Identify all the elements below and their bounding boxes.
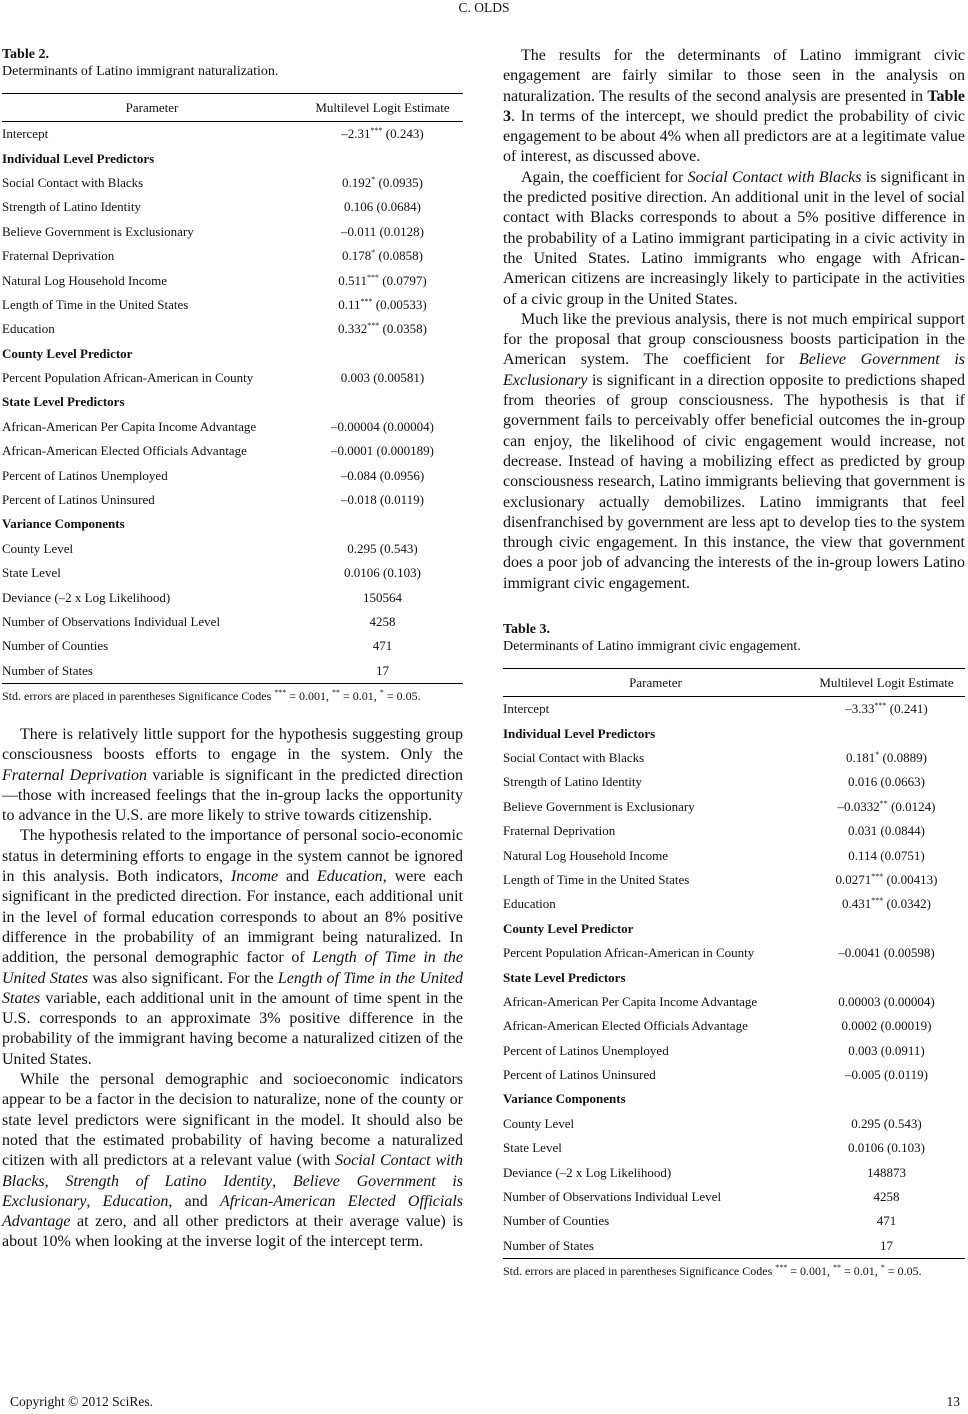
estimate-cell xyxy=(808,1209,965,1233)
parameter-label: State Level xyxy=(2,565,61,581)
note-text: = 0.05. xyxy=(884,1264,922,1278)
note-text: = 0.01, xyxy=(340,688,380,703)
table3-body xyxy=(503,697,965,1259)
table-row xyxy=(503,990,965,1014)
parameter-cell xyxy=(503,941,808,965)
parameter-label: Percent of Latinos Uninsured xyxy=(503,1067,656,1083)
standard-error: (0.00598) xyxy=(883,945,935,961)
parameter-cell xyxy=(503,843,808,867)
parameter-label: African-American Elected Officials Advantage xyxy=(2,443,247,459)
section-heading: Variance Components xyxy=(503,1091,626,1107)
estimate-cell xyxy=(302,171,463,195)
parameter-cell xyxy=(2,195,302,219)
parameter-label: African-American Elected Officials Advantage xyxy=(503,1018,748,1034)
table-row xyxy=(503,770,965,794)
table3 xyxy=(503,668,965,1259)
standard-error: (0.0124) xyxy=(891,798,936,814)
parameter-label: Percent Population African-American in County xyxy=(503,945,755,961)
table3-header-row xyxy=(503,669,965,697)
table-row xyxy=(503,1038,965,1062)
standard-error: (0.00533) xyxy=(375,296,427,312)
note-text: = 0.05. xyxy=(383,688,421,703)
table-row xyxy=(2,415,463,439)
parameter-label: Deviance (–2 x Log Likelihood) xyxy=(2,589,171,605)
parameter-cell xyxy=(503,1160,808,1184)
table-row xyxy=(503,868,965,892)
estimate-value: 0.0106 xyxy=(848,1140,884,1156)
parameter-label: Fraternal Deprivation xyxy=(2,248,115,264)
table-row xyxy=(2,317,463,341)
parameter-cell xyxy=(503,795,808,819)
section-heading: County Level Predictor xyxy=(2,345,133,361)
table-row xyxy=(2,488,463,512)
estimate-cell xyxy=(808,746,965,770)
estimate-cell xyxy=(302,610,463,634)
note-sig: ** xyxy=(833,1263,842,1272)
standard-error: (0.0844) xyxy=(880,823,925,839)
standard-error: (0.0935) xyxy=(378,174,423,190)
left-column xyxy=(2,46,463,1253)
table-row xyxy=(2,195,463,219)
estimate-value: 0.181 xyxy=(846,749,876,765)
section-row xyxy=(2,390,463,414)
parameter-cell xyxy=(2,317,302,341)
standard-error: (0.103) xyxy=(383,565,421,581)
parameter-cell xyxy=(503,1209,808,1233)
standard-error: (0.00004) xyxy=(383,418,434,434)
parameter-cell xyxy=(503,697,808,722)
estimate-cell xyxy=(302,268,463,292)
parameter-cell xyxy=(503,1063,808,1087)
table-row xyxy=(2,463,463,487)
table-row xyxy=(503,1112,965,1136)
table2-title: Table 2. xyxy=(2,47,49,62)
standard-error: (0.00413) xyxy=(886,871,938,887)
estimate-cell xyxy=(808,1185,965,1209)
parameter-label: State Level xyxy=(503,1140,562,1156)
estimate-cell xyxy=(808,892,965,916)
significance-marker: ** xyxy=(879,798,888,808)
estimate-cell xyxy=(302,195,463,219)
parameter-label: Believe Government is Exclusionary xyxy=(2,223,194,239)
significance-marker: *** xyxy=(367,321,380,331)
estimate-value: –3.33 xyxy=(845,701,875,717)
section-row xyxy=(2,512,463,536)
estimate-cell xyxy=(808,990,965,1014)
parameter-label: Number of States xyxy=(503,1237,594,1253)
paragraph: Again, the coefficient for Social Contact with Blacks is significant in the predicted positive direction. An additional unit in the level of social contact with Blacks corresponds to about a 5% positive difference in the probability of a Latino immigrant participating in a civic activity in the United States. Latino immigrants who engage with African-American citizens are increasingly likely to participate in the activities of a civic group in the United States. xyxy=(503,168,965,308)
standard-error: (0.00581) xyxy=(373,370,425,386)
estimate-cell xyxy=(808,1160,965,1184)
standard-error: (0.000189) xyxy=(376,443,434,459)
estimate-value: –0.0332 xyxy=(837,798,880,814)
table-row xyxy=(2,659,463,684)
table2-col-parameter: Parameter xyxy=(125,99,179,115)
section-heading: State Level Predictors xyxy=(503,969,626,985)
parameter-cell xyxy=(2,415,302,439)
section-row xyxy=(503,721,965,745)
section-heading: County Level Predictor xyxy=(503,920,634,936)
estimate-value: 0.11 xyxy=(338,296,361,312)
estimate-value: 4258 xyxy=(369,614,396,629)
table-row xyxy=(503,1185,965,1209)
parameter-cell xyxy=(503,990,808,1014)
parameter-cell xyxy=(503,868,808,892)
parameter-label: Fraternal Deprivation xyxy=(503,823,616,839)
table3-note xyxy=(503,1264,965,1279)
table-row xyxy=(2,366,463,390)
table-row xyxy=(2,537,463,561)
parameter-label: Social Contact with Blacks xyxy=(2,174,144,190)
parameter-label: County Level xyxy=(503,1115,575,1131)
estimate-value: 0.0271 xyxy=(835,871,872,887)
estimate-cell xyxy=(808,941,965,965)
estimate-cell xyxy=(808,1234,965,1259)
estimate-cell xyxy=(808,819,965,843)
parameter-cell xyxy=(503,1038,808,1062)
estimate-cell xyxy=(302,585,463,609)
parameter-cell xyxy=(2,585,302,609)
table-row xyxy=(2,585,463,609)
section-heading: Individual Level Predictors xyxy=(503,725,656,741)
estimate-cell xyxy=(302,659,463,684)
table-row xyxy=(503,1014,965,1038)
parameter-label: Number of Counties xyxy=(503,1213,610,1229)
estimate-value: –0.0001 xyxy=(331,443,374,459)
standard-error: (0.0889) xyxy=(882,749,927,765)
estimate-cell xyxy=(808,795,965,819)
parameter-cell xyxy=(503,819,808,843)
estimate-value: 471 xyxy=(876,1213,897,1229)
standard-error: (0.0684) xyxy=(376,199,421,215)
parameter-cell xyxy=(2,171,302,195)
standard-error: (0.543) xyxy=(883,1115,922,1131)
standard-error: (0.0663) xyxy=(880,774,925,790)
estimate-value: 17 xyxy=(376,662,389,678)
section-row xyxy=(503,965,965,989)
estimate-cell xyxy=(808,1063,965,1087)
estimate-cell xyxy=(808,1014,965,1038)
estimate-cell xyxy=(302,293,463,317)
parameter-label: African-American Per Capita Income Advantage xyxy=(2,418,257,434)
estimate-value: 0.114 xyxy=(848,847,878,863)
paragraph: Much like the previous analysis, there is not much empirical support for the proposal that group consciousness boosts participation in the American system. The coefficient for Believe Government is Exclusionary is significant in a direction opposite to predictions shaped from theories of group consciousness. The hypothesis is that if government fails to perceivably offer beneficial outcomes the in-group can enjoy, the likelihood of civic engagement would increase, not decrease. Instead of having a mobilizing effect as predicted by group consciousness research, Latino immigrants believing that government is exclusionary actually demobilizes. Latino immigrants that feel disenfranchised by government are less apt to develop ties to the system through civic engagement. In this instance, the view that government does a poor job of advancing the interests of the in-group lowers Latino immigrant civic engagement. xyxy=(503,310,966,592)
estimate-cell xyxy=(302,463,463,487)
note-sig: * xyxy=(880,1263,885,1272)
parameter-label: Education xyxy=(503,896,556,912)
parameter-label: Intercept xyxy=(2,126,49,142)
parameter-label: Intercept xyxy=(503,701,550,717)
parameter-label: Education xyxy=(2,321,55,337)
estimate-cell xyxy=(808,697,965,722)
parameter-cell xyxy=(2,634,302,658)
estimate-value: 0.332 xyxy=(338,321,368,337)
estimate-cell xyxy=(302,366,463,390)
estimate-value: 0.431 xyxy=(842,896,872,912)
standard-error: (0.0911) xyxy=(880,1042,925,1058)
estimate-cell xyxy=(302,122,463,147)
section-heading: State Level Predictors xyxy=(2,394,125,410)
note-text: Std. errors are placed in parentheses Significance Codes xyxy=(2,688,275,703)
estimate-cell xyxy=(808,868,965,892)
parameter-cell xyxy=(503,1112,808,1136)
table-row xyxy=(503,1209,965,1233)
estimate-cell xyxy=(302,488,463,512)
estimate-cell xyxy=(808,1038,965,1062)
table3-col-estimate: Multilevel Logit Estimate xyxy=(819,674,954,690)
parameter-cell xyxy=(503,1185,808,1209)
section-row xyxy=(2,342,463,366)
estimate-cell xyxy=(302,439,463,463)
estimate-value: –0.0041 xyxy=(838,945,881,961)
note-sig: ** xyxy=(332,687,341,697)
estimate-value: 0.00003 xyxy=(838,993,881,1009)
table-row xyxy=(503,1136,965,1160)
table-row xyxy=(503,843,965,867)
table-row xyxy=(2,268,463,292)
standard-error: (0.243) xyxy=(385,126,424,142)
significance-marker: *** xyxy=(370,126,383,136)
parameter-cell xyxy=(503,1234,808,1259)
table2-header-row xyxy=(2,94,463,122)
standard-error: (0.0358) xyxy=(382,321,427,337)
estimate-cell xyxy=(302,317,463,341)
standard-error: (0.0797) xyxy=(382,272,427,288)
page-number: 13 xyxy=(946,1394,960,1409)
parameter-label: Percent of Latinos Unemployed xyxy=(503,1042,669,1058)
estimate-cell xyxy=(302,561,463,585)
estimate-value: 148873 xyxy=(867,1164,906,1180)
parameter-label: County Level xyxy=(2,540,74,556)
paragraph: The results for the determinants of Latino immigrant civic engagement are fairly similar to those seen in the analysis on naturalization. The results of the second analysis are presented in Table 3. In terms of the intercept, we should predict the probability of civic engagement to be about 4% when all predictors are at a legitimate value of interest, as discussed above. xyxy=(503,47,965,166)
table-row xyxy=(503,697,965,722)
table-row xyxy=(503,746,965,770)
estimate-cell xyxy=(808,843,965,867)
note-sig: *** xyxy=(775,1263,788,1272)
table-row xyxy=(503,941,965,965)
parameter-cell xyxy=(503,1014,808,1038)
parameter-label: Natural Log Household Income xyxy=(2,272,167,288)
note-sig: * xyxy=(379,687,384,697)
parameter-cell xyxy=(2,610,302,634)
estimate-cell xyxy=(808,1112,965,1136)
estimate-value: 4258 xyxy=(873,1189,900,1205)
table-row xyxy=(2,171,463,195)
estimate-value: –0.018 xyxy=(341,492,377,508)
parameter-label: Percent of Latinos Unemployed xyxy=(2,467,168,483)
estimate-value: 150564 xyxy=(363,589,402,605)
estimate-value: 0.106 xyxy=(344,199,374,215)
parameter-label: Percent of Latinos Uninsured xyxy=(2,492,155,508)
estimate-cell xyxy=(302,220,463,244)
table2 xyxy=(2,93,463,684)
parameter-label: Strength of Latino Identity xyxy=(2,199,142,215)
table2-description: Determinants of Latino immigrant naturalization. xyxy=(2,64,279,79)
table3-description: Determinants of Latino immigrant civic engagement. xyxy=(503,639,801,655)
section-row xyxy=(503,1087,965,1111)
standard-error: (0.0128) xyxy=(379,223,424,239)
estimate-value: –2.31 xyxy=(341,126,371,142)
table-row xyxy=(503,1063,965,1087)
table-row xyxy=(503,1160,965,1184)
running-head: C. OLDS xyxy=(458,0,510,15)
parameter-label: Deviance (–2 x Log Likelihood) xyxy=(503,1164,672,1180)
parameter-cell xyxy=(503,1136,808,1160)
table2-note xyxy=(2,689,463,704)
table-row xyxy=(2,610,463,634)
table-row xyxy=(2,122,463,147)
standard-error: (0.00004) xyxy=(883,993,935,1009)
parameter-label: Believe Government is Exclusionary xyxy=(503,798,695,814)
parameter-cell xyxy=(2,439,302,463)
note-sig: *** xyxy=(274,687,287,697)
estimate-value: –0.084 xyxy=(340,467,377,483)
significance-marker: *** xyxy=(874,701,887,711)
standard-error: (0.0956) xyxy=(379,467,425,483)
parameter-label: Percent Population African-American in County xyxy=(2,370,254,386)
section-row xyxy=(2,146,463,170)
note-text: Std. errors are placed in parentheses Significance Codes xyxy=(503,1264,776,1278)
estimate-value: 0.0106 xyxy=(344,565,380,581)
estimate-cell xyxy=(808,1136,965,1160)
table2-body xyxy=(2,122,463,684)
table-row xyxy=(2,293,463,317)
parameter-cell xyxy=(503,746,808,770)
estimate-value: 0.295 xyxy=(347,540,377,556)
standard-error: (0.103) xyxy=(887,1140,925,1156)
paragraph: There is relatively little support for the hypothesis suggesting group consciousness boosts efforts to engage in the system. Only the Fraternal Deprivation variable is significant in the predicted direction—those with increased feelings that the in-group lacks the opportunity to advance in the U.S. are more likely to strive towards citizenship. xyxy=(2,725,463,825)
table-row xyxy=(2,561,463,585)
parameter-label: Number of States xyxy=(2,662,93,678)
table-row xyxy=(503,892,965,916)
estimate-value: –0.011 xyxy=(341,223,377,239)
estimate-cell xyxy=(302,244,463,268)
parameter-label: Strength of Latino Identity xyxy=(503,774,643,790)
note-text: = 0.01, xyxy=(841,1264,881,1278)
estimate-cell xyxy=(302,537,463,561)
parameter-label: African-American Per Capita Income Advantage xyxy=(503,993,758,1009)
estimate-value: 0.031 xyxy=(848,823,878,839)
parameter-cell xyxy=(503,892,808,916)
estimate-cell xyxy=(302,415,463,439)
parameter-cell xyxy=(2,561,302,585)
standard-error: (0.0119) xyxy=(380,492,424,508)
parameter-label: Length of Time in the United States xyxy=(2,296,189,312)
parameter-cell xyxy=(2,659,302,684)
parameter-cell xyxy=(2,122,302,147)
estimate-cell xyxy=(808,770,965,794)
estimate-cell xyxy=(302,634,463,658)
estimate-value: 0.003 xyxy=(848,1042,878,1058)
copyright: Copyright © 2012 SciRes. xyxy=(10,1394,154,1409)
paragraph: While the personal demographic and socioeconomic indicators appear to be a factor in the decision to naturalize, none of the county or state level predictors were significant in the model. It should also be noted that the estimated probability of having become a naturalized citizen with all predictors at a relevant value (with Social Contact with Blacks, Strength of Latino Identity, Believe Government is Exclusionary, Education, and African-American Elected Officials Advantage at zero, and all other predictors at their average value) is about 10% when looking at the inverse logit of the intercept term. xyxy=(2,1071,464,1251)
parameter-label: Number of Observations Individual Level xyxy=(503,1189,722,1205)
note-text: = 0.001, xyxy=(787,1264,834,1278)
estimate-value: 0.178 xyxy=(342,248,372,264)
standard-error: (0.0751) xyxy=(880,847,925,863)
table-row xyxy=(2,220,463,244)
estimate-value: 0.016 xyxy=(848,774,878,790)
standard-error: (0.0858) xyxy=(378,248,423,264)
right-column xyxy=(503,46,965,1279)
parameter-cell xyxy=(2,244,302,268)
estimate-value: 0.0002 xyxy=(841,1018,878,1034)
significance-marker: *** xyxy=(871,896,884,906)
table-row xyxy=(2,439,463,463)
table2-col-estimate: Multilevel Logit Estimate xyxy=(315,99,450,115)
estimate-value: 471 xyxy=(372,638,393,654)
parameter-label: Length of Time in the United States xyxy=(503,871,690,887)
table-row xyxy=(503,819,965,843)
standard-error: (0.00019) xyxy=(880,1018,932,1034)
table-row xyxy=(503,795,965,819)
significance-marker: * xyxy=(371,174,376,184)
estimate-value: –0.00004 xyxy=(331,418,380,434)
paragraph: The hypothesis related to the importance of personal socio-economic status in determining efforts to engage in the system cannot be ignored in this analysis. Both indicators, Income and Education, were each significant in the predicted direction. For instance, each additional unit in the level of formal education corresponds to about an 8% positive difference in the probability of an immigrant being naturalized. In addition, the personal demographic factor of Length of Time in the United States was also significant. For the Length of Time in the United States variable, each additional unit in the amount of time spent in the U.S. corresponds to an approximate 3% positive difference in the probability of the immigrant having become a naturalized citizen of the United States. xyxy=(2,827,464,1068)
estimate-value: 17 xyxy=(880,1237,893,1253)
section-heading: Individual Level Predictors xyxy=(2,150,155,166)
table3-title: Table 3. xyxy=(503,622,550,638)
significance-marker: * xyxy=(371,248,376,258)
significance-marker: *** xyxy=(360,296,373,306)
estimate-value: 0.511 xyxy=(338,272,368,288)
note-text: = 0.001, xyxy=(286,688,333,703)
parameter-cell xyxy=(2,366,302,390)
standard-error: (0.0342) xyxy=(886,896,931,912)
table3-col-parameter: Parameter xyxy=(629,674,682,690)
table-row xyxy=(2,244,463,268)
standard-error: (0.241) xyxy=(889,701,928,717)
parameter-cell xyxy=(2,488,302,512)
standard-error: (0.0119) xyxy=(884,1067,928,1083)
parameter-cell xyxy=(2,293,302,317)
estimate-value: 0.192 xyxy=(342,174,372,190)
parameter-label: Number of Observations Individual Level xyxy=(2,614,221,629)
parameter-label: Natural Log Household Income xyxy=(503,847,668,863)
estimate-value: 0.003 xyxy=(340,370,371,386)
section-heading: Variance Components xyxy=(2,516,125,532)
significance-marker: *** xyxy=(871,871,884,881)
section-row xyxy=(503,917,965,941)
standard-error: (0.543) xyxy=(379,540,418,556)
parameter-cell xyxy=(2,463,302,487)
parameter-cell xyxy=(2,268,302,292)
parameter-cell xyxy=(2,537,302,561)
parameter-cell xyxy=(503,770,808,794)
significance-marker: *** xyxy=(367,272,380,282)
significance-marker: * xyxy=(875,749,880,759)
parameter-label: Social Contact with Blacks xyxy=(503,749,645,765)
estimate-value: –0.005 xyxy=(845,1067,881,1083)
table-row xyxy=(2,634,463,658)
parameter-label: Number of Counties xyxy=(2,638,109,654)
estimate-value: 0.295 xyxy=(851,1115,881,1131)
parameter-cell xyxy=(2,220,302,244)
table-row xyxy=(503,1234,965,1259)
